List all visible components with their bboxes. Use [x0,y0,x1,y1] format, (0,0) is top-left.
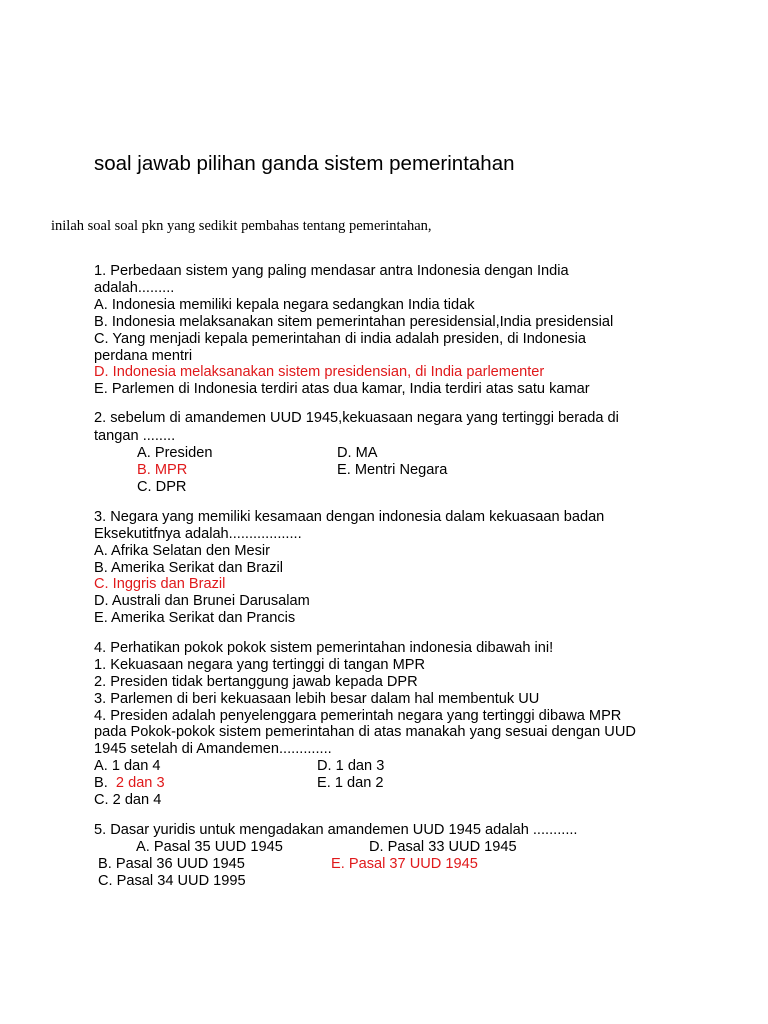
q3-option-a: A. Afrika Selatan den Mesir [94,543,271,559]
q1-option-c-cont: perdana mentri [94,348,193,364]
q1-option-d-answer: D. Indonesia melaksanakan sistem presidensian, di India parlementer [94,364,545,380]
q3-option-c-answer: C. Inggris dan Brazil [94,576,226,592]
q1-stem-line1: 1. Perbedaan sistem yang paling mendasar antra Indonesia dengan India [94,263,569,279]
q5-option-b: B. Pasal 36 UUD 1945 [98,856,245,872]
q5-option-e-answer: E. Pasal 37 UUD 1945 [331,856,478,872]
q1-option-c: C. Yang menjadi kepala pemerintahan di india adalah presiden, di Indonesia [94,331,586,347]
q4-option-b-prefix: B. [94,775,108,791]
q1-stem-line2: adalah......... [94,280,175,296]
q4-question-line2: 1945 setelah di Amandemen............. [94,741,332,757]
q2-option-a: A. Presiden [137,445,213,461]
q1-option-e: E. Parlemen di Indonesia terdiri atas dua kamar, India terdiri atas satu kamar [94,381,590,397]
q4-option-e: E. 1 dan 2 [317,775,384,791]
q5-option-a: A. Pasal 35 UUD 1945 [136,839,283,855]
q3-stem-line1: 3. Negara yang memiliki kesamaan dengan indonesia dalam kekuasaan badan [94,509,605,525]
q1-option-a: A. Indonesia memiliki kepala negara sedangkan India tidak [94,297,475,313]
q2-stem-line2: tangan ........ [94,428,176,444]
q5-option-d: D. Pasal 33 UUD 1945 [369,839,517,855]
q4-option-a: A. 1 dan 4 [94,758,161,774]
q3-option-b: B. Amerika Serikat dan Brazil [94,560,283,576]
q4-point-4: 4. Presiden adalah penyelenggara pemerintah negara yang tertinggi dibawa MPR [94,708,622,724]
q4-point-3: 3. Parlemen di beri kekuasaan lebih besar dalam hal membentuk UU [94,691,540,707]
q4-option-c: C. 2 dan 4 [94,792,162,808]
intro-text: inilah soal soal pkn yang sedikit pembahas tentang pemerintahan, [51,218,432,234]
q4-point-2: 2. Presiden tidak bertanggung jawab kepada DPR [94,674,418,690]
q3-stem-line2: Eksekutitfnya adalah.................. [94,526,302,542]
q5-option-c: C. Pasal 34 UUD 1995 [98,873,246,889]
q3-option-d: D. Australi dan Brunei Darusalam [94,593,310,609]
q2-stem-line1: 2. sebelum di amandemen UUD 1945,kekuasaan negara yang tertinggi berada di [94,410,619,426]
q4-option-d: D. 1 dan 3 [317,758,385,774]
q4-question-line1: pada Pokok-pokok sistem pemerintahan di atas manakah yang sesuai dengan UUD [94,724,636,740]
q1-option-b: B. Indonesia melaksanakan sitem pemerintahan peresidensial,India presidensial [94,314,614,330]
q5-stem: 5. Dasar yuridis untuk mengadakan amandemen UUD 1945 adalah ........... [94,822,578,838]
page-title: soal jawab pilihan ganda sistem pemerintahan [94,152,515,175]
q4-stem-line1: 4. Perhatikan pokok pokok sistem pemerintahan indonesia dibawah ini! [94,640,554,656]
q2-option-d: D. MA [337,445,378,461]
q2-option-e: E. Mentri Negara [337,462,448,478]
q2-option-b-answer: B. MPR [137,462,188,478]
q4-option-b-answer: 2 dan 3 [115,775,165,791]
q4-option-b [94,775,165,792]
q2-option-c: C. DPR [137,479,187,495]
q3-option-e: E. Amerika Serikat dan Prancis [94,610,296,626]
q4-point-1: 1. Kekuasaan negara yang tertinggi di tangan MPR [94,657,426,673]
